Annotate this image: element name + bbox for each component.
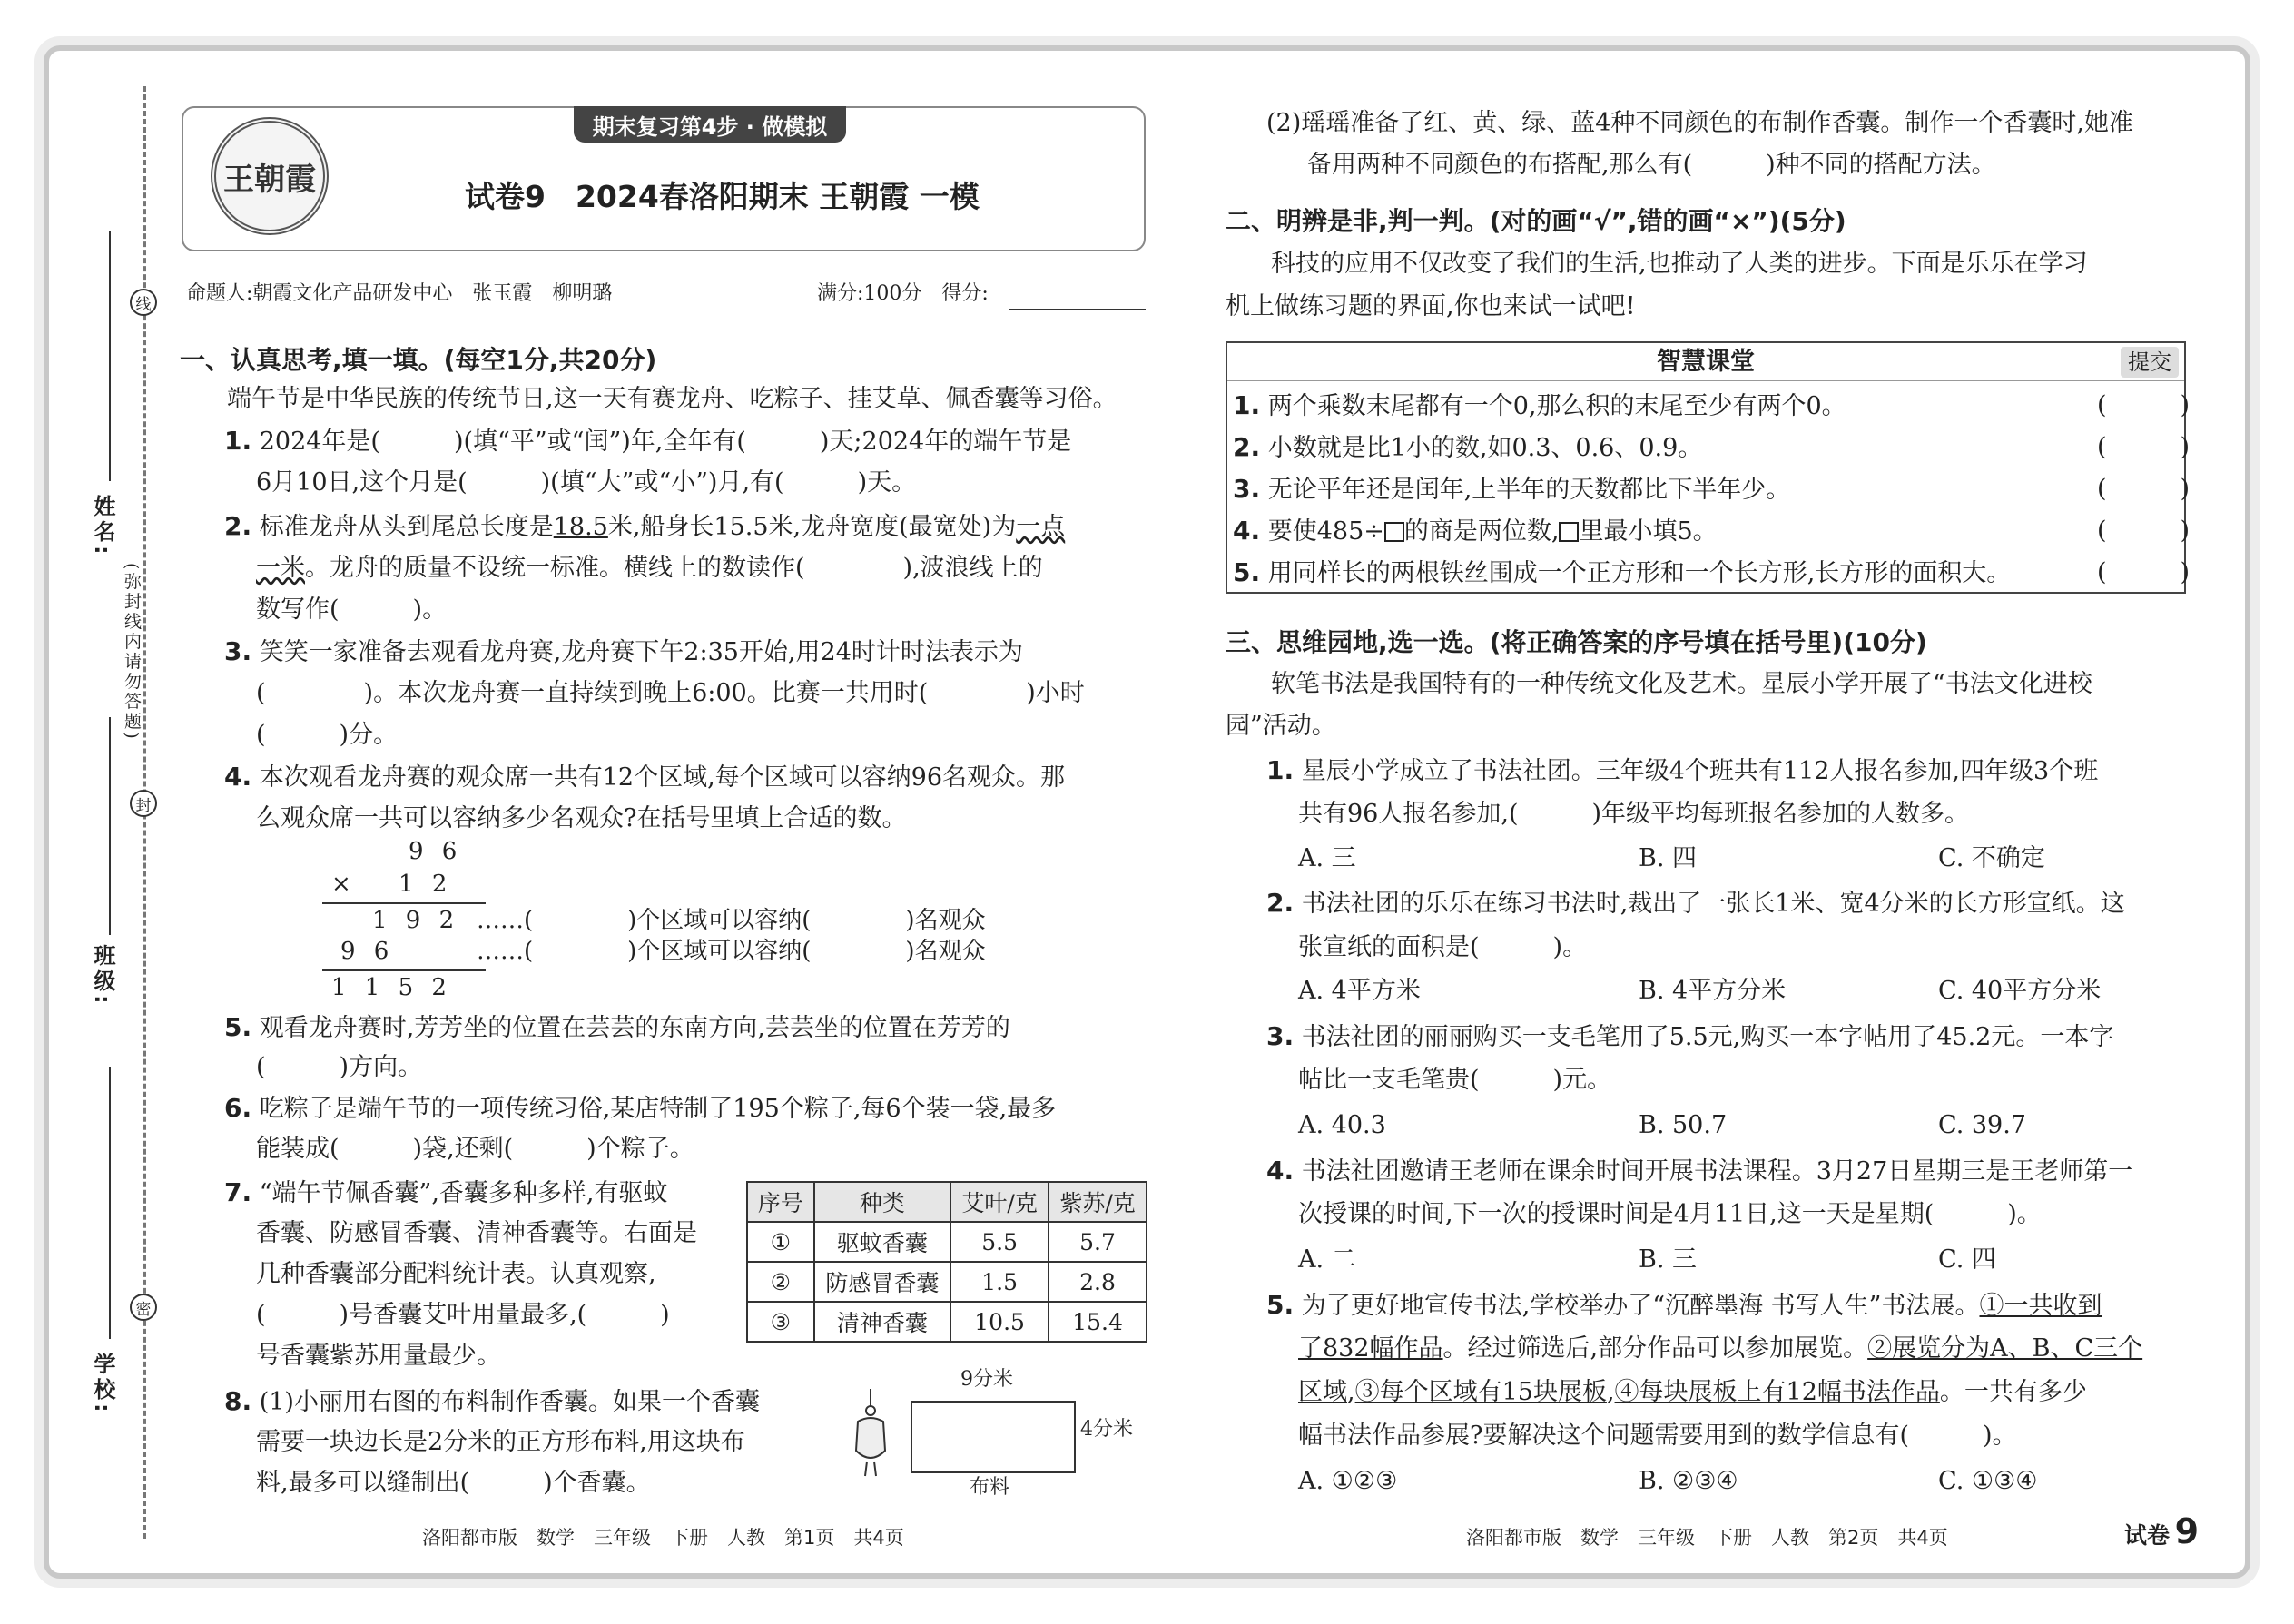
calc-row: 1 1 5 2 (331, 974, 452, 1001)
intro-text: 机上做练习题的界面,你也来试一试吧! (1226, 292, 1636, 320)
question-text: 帖比一支毛笔贵( )元。 (1298, 1066, 1612, 1094)
question-text: 观看龙舟赛时,芳芳坐的位置在芸芸的东南方向,芸芸坐的位置在芳芳的 (259, 1014, 1010, 1042)
table-header: 艾叶/克 (950, 1182, 1049, 1222)
question-text: 星辰小学成立了书法社团。三年级4个班共有112人报名参加,四年级3个班 (1301, 757, 2099, 785)
school-label: 学校: (90, 1353, 115, 1416)
section-title: 三、思维园地,选一选。(将正确答案的序号填在括号里)(10分) (1226, 627, 1927, 657)
fabric-caption: 布料 (970, 1476, 1010, 1499)
judge-item: 用同样长的两根铁丝围成一个正方形和一个长方形,长方形的面积大。 (1267, 559, 2012, 587)
sachet-table (746, 1181, 1147, 1343)
intro-text: 园”活动。 (1226, 712, 1336, 740)
underlined-info: ①一共收到 (1979, 1292, 2102, 1320)
class-field[interactable] (109, 717, 111, 935)
option-a: A. 二 (1298, 1245, 1356, 1274)
option-b: B. ②③④ (1639, 1467, 1738, 1495)
option-a: A. 40.3 (1298, 1111, 1386, 1139)
question-text: 料,最多可以缝制出( )个香囊。 (256, 1469, 651, 1497)
exam-header (182, 106, 1146, 251)
submit-button[interactable]: 提交 (2121, 347, 2179, 378)
q-number: 3. (224, 636, 252, 666)
q-number: 7. (224, 1177, 252, 1207)
intro-text: 软笔书法是我国特有的一种传统文化及艺术。星辰小学开展了“书法文化进校 (1271, 670, 2092, 698)
table-row: ② 防感冒香囊 1.5 2.8 (747, 1262, 1147, 1302)
option-a: A. 4平方米 (1298, 977, 1421, 1005)
q-number: 6. (224, 1093, 252, 1123)
class-label: 班级: (90, 944, 115, 1008)
option-a: A. ①②③ (1298, 1467, 1398, 1495)
underlined-info: ②展览分为A、B、C三个 (1867, 1334, 2143, 1363)
answer-paren[interactable]: ( ) (2097, 517, 2191, 545)
option-c: C. 40平方分米 (1938, 977, 2102, 1005)
calc-row: 1 9 2 (372, 907, 460, 934)
question-text: “端午节佩香囊”,香囊多种多样,有驱蚊 (259, 1179, 668, 1207)
judge-item: 两个乘数末尾都有一个0,那么积的末尾至少有两个0。 (1267, 392, 1846, 420)
option-b: B. 四 (1639, 844, 1698, 872)
brand-logo: 王朝霞 (211, 117, 329, 235)
binding-mark: 封 (130, 790, 157, 817)
page-footer-left: 洛阳都市版 数学 三年级 下册 人教 第1页 共4页 (422, 1527, 904, 1549)
answer-paren[interactable]: ( ) (2097, 391, 2191, 419)
question-text: 号香囊紫苏用量最少。 (256, 1342, 501, 1370)
score-label: 满分:100分 得分: (817, 282, 989, 305)
calc-row: 9 6 (409, 838, 463, 865)
header-tab: 期末复习第4步 · 做模拟 (574, 106, 846, 143)
judge-item: 小数就是比1小的数,如0.3、0.6、0.9。 (1267, 434, 1703, 462)
calc-row: 9 6 (340, 938, 395, 965)
question-text: (2)瑶瑶准备了红、黄、绿、蓝4种不同颜色的布制作香囊。制作一个香囊时,她准 (1266, 109, 2134, 137)
q-number: 2. (224, 511, 252, 541)
question-text: 书法社团的丽丽购买一支毛笔用了5.5元,购买一本字帖用了45.2元。一本字 (1301, 1023, 2114, 1051)
fabric-rectangle (911, 1401, 1076, 1473)
question-text: 张宣纸的面积是( )。 (1298, 933, 1588, 961)
binding-note: (弥封线内请勿答题) (122, 563, 142, 742)
option-c: C. 39.7 (1938, 1111, 2026, 1139)
calc-note: ……( )个区域可以容纳( )名观众 (477, 938, 986, 965)
score-field[interactable] (1009, 309, 1146, 310)
panel-title: 智慧课堂 (1227, 343, 2184, 381)
question-text: 次授课的时间,下一次的授课时间是4月11日,这一天是星期( )。 (1298, 1200, 2042, 1228)
fabric-height-label: 4分米 (1080, 1418, 1133, 1441)
question-text: 书法社团的乐乐在练习书法时,裁出了一张长1米、宽4分米的长方形宣纸。这 (1301, 890, 2125, 918)
option-c: C. 四 (1938, 1245, 1996, 1274)
option-b: B. 三 (1639, 1245, 1698, 1274)
question-text: ( )。本次龙舟赛一直持续到晚上6:00。比赛一共用时( )小时 (256, 679, 1085, 707)
binding-mark: 线 (130, 289, 157, 316)
question-text: ( )方向。 (256, 1053, 423, 1081)
option-b: B. 50.7 (1639, 1111, 1728, 1139)
option-c: C. ①③④ (1938, 1467, 2038, 1495)
underlined-info: 区域 (1298, 1378, 1347, 1406)
q-number: 4. (224, 762, 252, 792)
underlined-info: ④每块展板上有12幅书法作品 (1614, 1378, 1940, 1406)
exam-badge: 试卷 9 (2124, 1511, 2200, 1551)
school-field[interactable] (109, 1067, 111, 1339)
name-label: 姓名: (90, 495, 115, 558)
question-text: 标准龙舟从头到尾总长度是 (259, 513, 554, 541)
section-title: 二、明辨是非,判一判。(对的画“√”,错的画“×”)(5分) (1226, 206, 1846, 236)
question-text: 么观众席一共可以容纳多少名观众?在括号里填上合适的数。 (256, 804, 907, 832)
page-footer-right: 洛阳都市版 数学 三年级 下册 人教 第2页 共4页 (1466, 1527, 1948, 1549)
calc-row: × 1 2 (331, 871, 453, 898)
table-header: 序号 (747, 1182, 814, 1222)
table-header-row (747, 1182, 1147, 1222)
underlined-info: ③每个区域有15块展板 (1354, 1378, 1607, 1406)
q-number: 5. (224, 1012, 252, 1042)
option-b: B. 4平方分米 (1639, 977, 1787, 1005)
question-text: 香囊、防感冒香囊、清神香囊等。右面是 (256, 1219, 697, 1247)
answer-paren[interactable]: ( ) (2097, 475, 2191, 503)
question-text: 需要一块边长是2分米的正方形布料,用这块布 (256, 1428, 745, 1456)
binding-mark: 密 (130, 1294, 157, 1321)
question-text: 。龙舟的质量不设统一标准。横线上的数读作( ),波浪线上的 (305, 554, 1043, 582)
intro-text: 端午节是中华民族的传统节日,这一天有赛龙舟、吃粽子、挂艾草、佩香囊等习俗。 (227, 385, 1117, 413)
question-text: 2024年是( )(填“平”或“闰”)年,全年有( )天;2024年的端午节是 (259, 428, 1072, 456)
question-text: 6月10日,这个月是( )(填“大”或“小”)月,有( )天。 (256, 468, 917, 497)
q-number: 1. (224, 426, 252, 456)
wavy-text: 一点 (1016, 513, 1066, 541)
blank-box (1384, 522, 1404, 542)
table-row: ① 驱蚊香囊 5.5 5.7 (747, 1222, 1147, 1262)
blank-box (1559, 522, 1579, 542)
underlined-number: 18.5 (553, 513, 608, 541)
table-header: 种类 (814, 1182, 950, 1222)
option-c: C. 不确定 (1938, 844, 2045, 872)
exam-title: 试卷9 2024春洛阳期末 王朝霞 一模 (465, 179, 980, 214)
question-text: 为了更好地宣传书法,学校举办了“沉醉墨海 书写人生”书法展。 (1301, 1292, 1980, 1320)
authors: 命题人:朝霞文化产品研发中心 张玉霞 柳明璐 (186, 282, 613, 305)
intro-text: 科技的应用不仅改变了我们的生活,也推动了人类的进步。下面是乐乐在学习 (1271, 250, 2088, 278)
answer-paren[interactable]: ( ) (2097, 433, 2191, 461)
judge-item: 无论平年还是闰年,上半年的天数都比下半年少。 (1267, 476, 1791, 504)
question-text: 备用两种不同颜色的布搭配,那么有( )种不同的搭配方法。 (1307, 151, 1996, 179)
question-text: 笑笑一家准备去观看龙舟赛,龙舟赛下午2:35开始,用24时计时法表示为 (259, 638, 1023, 666)
calc-note: ……( )个区域可以容纳( )名观众 (477, 907, 986, 934)
answer-paren[interactable]: ( ) (2097, 558, 2191, 586)
underlined-info: 了832幅作品 (1298, 1334, 1443, 1363)
question-text: ( )分。 (256, 721, 399, 749)
judge-item: 要使485÷ (1267, 517, 1384, 546)
question-text: 共有96人报名参加,( )年级平均每班报名参加的人数多。 (1298, 800, 1970, 828)
question-text: 幅书法作品参展?要解决这个问题需要用到的数学信息有( )。 (1298, 1422, 2017, 1450)
table-header: 紫苏/克 (1049, 1182, 1147, 1222)
table-row: ③ 清神香囊 10.5 15.4 (747, 1302, 1147, 1342)
question-text: 数写作( )。 (256, 595, 448, 624)
question-text: 本次观看龙舟赛的观众席一共有12个区域,每个区域可以容纳96名观众。那 (259, 763, 1066, 792)
sachet-icon (849, 1387, 892, 1478)
fabric-width-label: 9分米 (960, 1368, 1013, 1391)
q-number: 8. (224, 1386, 252, 1416)
question-text: 能装成( )袋,还剩( )个粽子。 (256, 1135, 694, 1163)
option-a: A. 三 (1298, 844, 1356, 872)
name-field[interactable] (109, 231, 111, 481)
question-text: 几种香囊部分配料统计表。认真观察, (256, 1260, 656, 1288)
section-title: 一、认真思考,填一填。(每空1分,共20分) (180, 345, 657, 375)
wavy-text: 一米 (256, 554, 305, 582)
question-text: 书法社团邀请王老师在课余时间开展书法课程。3月27日星期三是王老师第一 (1301, 1157, 2133, 1186)
question-text: (1)小丽用右图的布料制作香囊。如果一个香囊 (259, 1388, 760, 1416)
question-text: 米,船身长15.5米,龙舟宽度(最宽处)为 (607, 513, 1017, 541)
question-text: 吃粽子是端午节的一项传统习俗,某店特制了195个粽子,每6个装一袋,最多 (259, 1095, 1057, 1123)
question-text: ( )号香囊艾叶用量最多,( ) (256, 1301, 670, 1329)
